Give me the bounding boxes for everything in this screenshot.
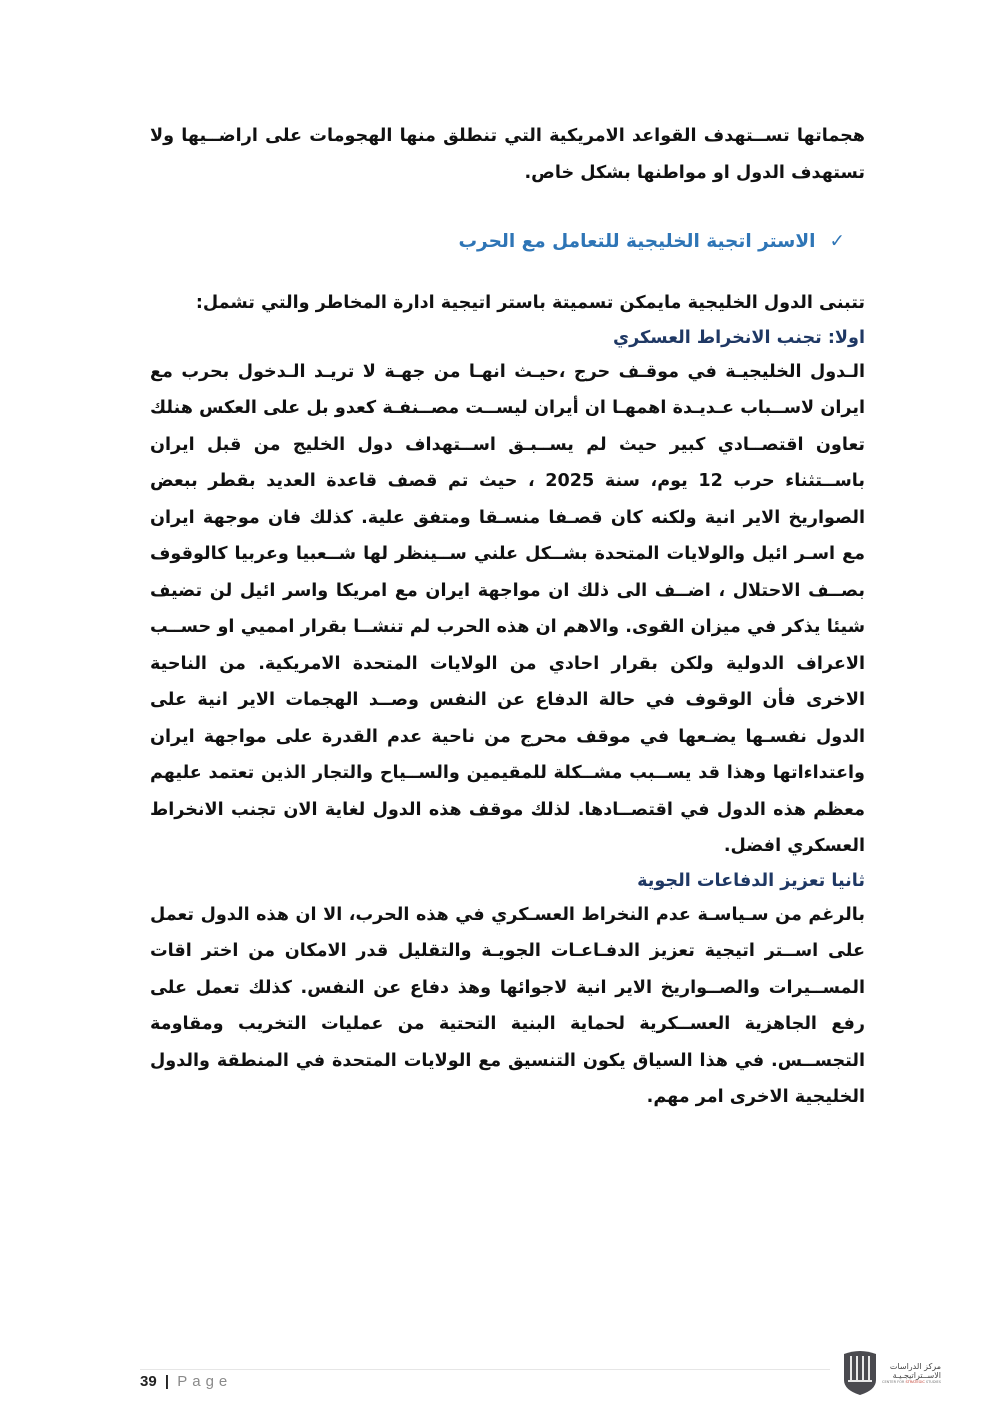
- lead-paragraph: تتبنى الدول الخليجية مايمكن تسميتة باستر اتيجية ادارة المخاطر والتي تشمل:: [195, 293, 865, 313]
- logo-line-3b: STRATEGIC: [905, 1379, 925, 1384]
- subheading-first: اولا: تجنب الانخراط العسكري: [612, 327, 865, 348]
- logo-text: [882, 1362, 941, 1385]
- logo-line-1: مركز الدراسات: [889, 1361, 941, 1371]
- checkmark-icon: ✓: [829, 231, 845, 252]
- section-main-heading: [150, 227, 865, 257]
- page-footer: [140, 1373, 232, 1390]
- section-first-body: الـدول الخليجيـة في موقـف حرج ،حيـث انهـا من جهـة لا تريـد الـدخول بحرب مع ايران لاســباب عـديـدة اهمهـا ان أيران ليســت مصــنفـة كعدو بل على العكس هنلك تعاون اقتصــادي كبير حيث لم يســبـق اســتهداف دول الخليج من قبل ايران باســتثناء حرب 12 يوم، سنة 2025 ، حيث تم قصف قاعدة العديد بقطر ببعض الصواريخ الاير انية ولكنه كان قصـفا منسـقا ومتفق علية. كذلك فان موجهة ايران مع اسـر ائيل والولايات المتحدة بشــكل علني ســينظر لها شــعبيا وعربيا كالوقوف بصــف الاحتلال ، اضــف الى ذلك ان مواجهة ايران مع امريكا واسر ائيل لن تضيف شيئا يذكر في ميزان القوى. والاهم ان هذه الحرب لم تنشــا بقرار امميي او حســب الاعراف الدولية ولكن بقرار احادي من الولايات المتحدة الامريكية. من الناحية الاخرى فأن الوقوف في حالة الدفاع عن النفس وصــد الهجمات الاير انية على الدول نفسـها يضـعها في موقف محرج من ناحية عدم القدرة على مواجهة ايران واعتداءاتها وهذا قد يســبب مشــكلة للمقيمين والســياح والتجار الذين تعتمد عليهم معظم هذه الدول في اقتصــادها. لذلك موقف هذه الدول لغاية الان تجنب الانخراط العسكري افضل.: [150, 361, 865, 856]
- footer-separator: |: [164, 1373, 170, 1390]
- logo-line-3: [882, 1380, 941, 1385]
- page-label: Page: [177, 1373, 233, 1390]
- logo-line-2: الاســتراتيجـيـة: [892, 1370, 941, 1380]
- footer-divider: [140, 1369, 830, 1370]
- section-second-body: بالرغم من سـياسـة عدم النخراط العسـكري في هذه الحرب، الا ان هذه الدول تعمل على اســتر اتيجية تعزيز الدفـاعـات الجويـة والتقليل قدر الامكان من اختر اقات المســيرات والصــواريخ الاير انية لاجوائها وهذ دفاع عن النفس. كذلك تعمل على رفع الجاهزية العســكرية لحماية البنية التحتية من عمليات التخريب ومقاومة التجســس. في هذا السياق يكون التنسيق مع الولايات المتحدة في المنطقة والدول الخليجية الاخرى امر مهم.: [150, 904, 865, 1107]
- subheading-second: ثانيا تعزيز الدفاعات الجوية: [637, 870, 865, 891]
- shield-emblem-icon: [842, 1350, 878, 1396]
- center-logo: [842, 1348, 962, 1398]
- document-body: [150, 118, 865, 1116]
- page-number: 39: [140, 1373, 157, 1390]
- logo-line-3a: CENTER FOR: [882, 1379, 906, 1384]
- main-heading-text: الاستر اتجية الخليجية للتعامل مع الحرب: [458, 231, 816, 252]
- intro-paragraph: هجماتها تســتهدف القواعد الامريكية التي تنطلق منها الهجومات على اراضــيها ولا تستهدف الدول او مواطنها بشكل خاص.: [150, 126, 865, 183]
- logo-line-3c: STUDIES: [924, 1379, 941, 1384]
